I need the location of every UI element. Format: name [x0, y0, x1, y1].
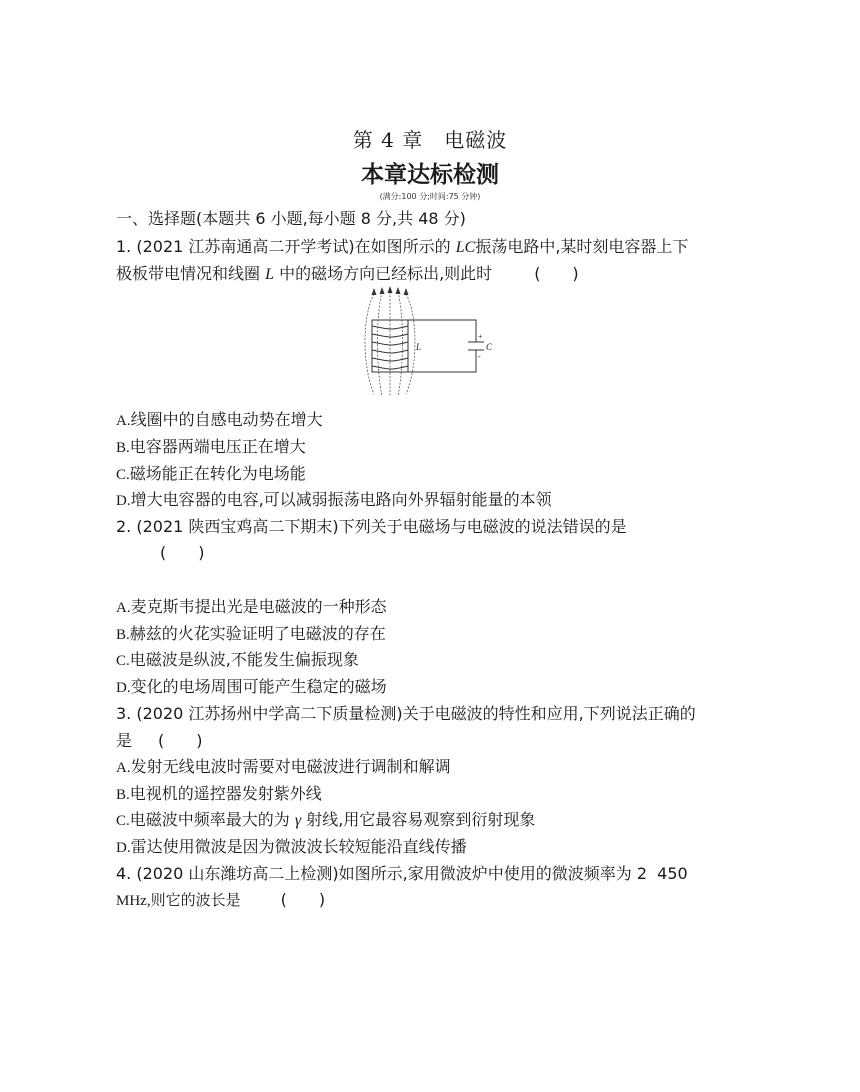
option-mark: B. — [116, 787, 130, 803]
q3-option-a[interactable] — [116, 756, 451, 779]
inductor-label: L — [416, 342, 422, 352]
chapter-title: 第 4 章 电磁波 — [352, 128, 508, 152]
q3-option-c[interactable] — [116, 809, 535, 832]
q4-answer-blank[interactable]: ( ) — [280, 890, 326, 909]
option-text: 射线,用它最容易观察到衍射现象 — [301, 810, 536, 829]
q3-answer-blank[interactable]: ( ) — [158, 731, 203, 750]
q1-option-d[interactable] — [116, 489, 552, 512]
q1-stem-text-d: 中的磁场方向已经标出,则此时 — [274, 264, 493, 283]
q1-option-a[interactable] — [116, 409, 323, 432]
option-mark: D. — [116, 840, 131, 856]
q2-option-b[interactable] — [116, 623, 386, 646]
q4-stem-line1: 4. (2020 山东潍坊高二上检测)如图所示,家用微波炉中使用的微波频率为 2 450 — [116, 864, 688, 883]
q2-option-d[interactable] — [116, 676, 387, 699]
option-mark: B. — [116, 627, 130, 643]
q1-coil-var: L — [265, 266, 274, 283]
option-mark: A. — [116, 413, 131, 429]
option-mark: D. — [116, 493, 131, 509]
option-text: 增大电容器的电容,可以减弱振荡电路向外界辐射能量的本领 — [130, 490, 552, 509]
q3-option-d[interactable] — [116, 836, 467, 859]
option-mark: C. — [116, 813, 130, 829]
option-text: 电磁波中频率最大的为 — [129, 810, 295, 829]
q3-stem-line2 — [116, 730, 203, 752]
q3-stem-line1: 3. (2020 江苏扬州中学高二下质量检测)关于电磁波的特性和应用,下列说法正确的 — [116, 704, 696, 723]
q2-option-c[interactable] — [116, 649, 359, 672]
option-text: 磁场能正在转化为电场能 — [129, 464, 306, 483]
option-text: 发射无线电波时需要对电磁波进行调制和解调 — [130, 757, 451, 776]
q1-option-c[interactable] — [116, 463, 306, 486]
q1-option-b[interactable] — [116, 436, 306, 459]
q3-option-b[interactable] — [116, 783, 322, 806]
q1-answer-blank[interactable]: ( ) — [534, 264, 579, 283]
q1-circuit-var: LC — [455, 239, 476, 256]
q4-stem-line2 — [116, 889, 325, 912]
plus-sign: + — [478, 332, 483, 341]
q2-option-a[interactable] — [116, 596, 387, 619]
option-mark: B. — [116, 440, 130, 456]
q2-stem-line1: 2. (2021 陕西宝鸡高二下期末)下列关于电磁场与电磁波的说法错误的是 — [116, 517, 627, 536]
option-mark: D. — [116, 680, 131, 696]
option-text: 变化的电场周围可能产生稳定的磁场 — [130, 677, 387, 696]
q1-stem-text-c: 极板带电情况和线圈 — [116, 264, 266, 283]
option-text: 赫兹的火花实验证明了电磁波的存在 — [129, 624, 386, 643]
q1-stem-line2 — [116, 263, 579, 286]
option-text: 麦克斯韦提出光是电磁波的一种形态 — [130, 597, 387, 616]
q1-stem-line1 — [116, 236, 688, 259]
lc-circuit-figure — [352, 286, 502, 398]
score-info: (满分:100 分;时间:75 分钟) — [379, 192, 481, 201]
option-text: 电视机的遥控器发射紫外线 — [129, 784, 322, 803]
option-text: 电磁波是纵波,不能发生偏振现象 — [129, 650, 359, 669]
option-text: 雷达使用微波是因为微波波长较短能沿直线传播 — [130, 837, 467, 856]
option-mark: C. — [116, 467, 130, 483]
test-title: 本章达标检测 — [361, 162, 499, 188]
section-heading: 一、选择题(本题共 6 小题,每小题 8 分,共 48 分) — [116, 209, 466, 228]
q1-stem-text-a: 1. (2021 江苏南通高二开学考试)在如图所示的 — [116, 237, 456, 256]
option-mark: C. — [116, 653, 130, 669]
minus-sign: - — [478, 352, 481, 361]
q3-stem-text: 是 — [116, 731, 133, 750]
option-mark: A. — [116, 600, 131, 616]
option-mark: A. — [116, 760, 131, 776]
option-text: 线圈中的自感电动势在增大 — [130, 410, 323, 429]
option-text: 电容器两端电压正在增大 — [129, 437, 306, 456]
q2-answer-blank[interactable]: ( ) — [160, 543, 205, 562]
gamma-symbol: γ — [294, 812, 302, 829]
q4-stem-text: MHz,则它的波长是 — [116, 893, 241, 909]
q1-stem-text-b: 振荡电路中,某时刻电容器上下 — [475, 237, 689, 256]
capacitor-label: C — [486, 342, 493, 352]
